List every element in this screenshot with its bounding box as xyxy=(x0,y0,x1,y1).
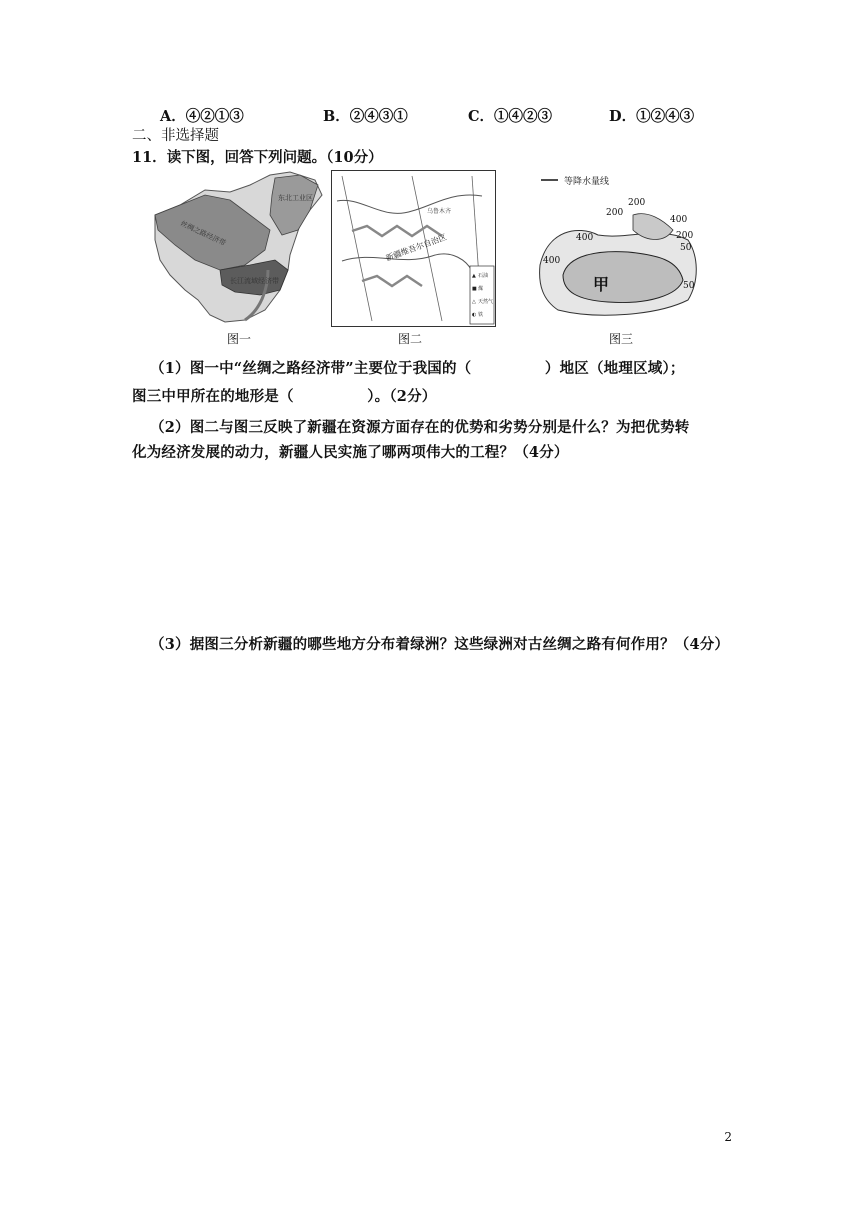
option-b xyxy=(323,105,408,126)
figure-2-map xyxy=(331,170,496,327)
fig3-legend-title: 等降水量线 xyxy=(564,177,610,187)
figure-1-map xyxy=(150,170,325,325)
fig3-isoline-2: 400 xyxy=(670,215,688,225)
question-number: 11． xyxy=(132,149,167,166)
fig1-label-silk-road: 丝绸之路经济带 xyxy=(179,219,227,248)
sub-question-3-line-1: （3）据图三分析新疆的哪些地方分布着绿洲？这些绿洲对古丝绸之路有何作用？（4分） xyxy=(150,636,730,653)
fig3-isoline-4: 400 xyxy=(576,233,594,243)
fig1-label-yangtze: 长江流域经济带 xyxy=(230,277,279,285)
china-map-graphic xyxy=(150,170,325,325)
fig3-isoline-5: 200 xyxy=(676,231,694,241)
sub-question-2-line-2: 化为经济发展的动力，新疆人民实施了哪两项伟大的工程？（4分） xyxy=(132,444,569,461)
page-number: 2 xyxy=(724,1130,732,1144)
fig2-city-label: 乌鲁木齐 xyxy=(427,208,452,215)
fig3-isoline-3: 200 xyxy=(628,198,646,208)
option-a-letter: A． xyxy=(160,108,186,125)
fig2-legend-coal: ■ xyxy=(472,286,477,292)
option-c-value: ①④②③ xyxy=(494,108,553,125)
option-b-value: ②④③① xyxy=(349,108,408,125)
fig2-legend-oil-label: 石油 xyxy=(478,273,489,279)
fig2-legend-coal-label: 煤 xyxy=(478,286,484,292)
fig1-label-northeast: 东北工业区 xyxy=(278,194,313,202)
xinjiang-resource-graphic xyxy=(332,171,495,326)
option-a xyxy=(160,105,244,126)
option-b-letter: B． xyxy=(323,108,350,125)
fig2-legend-gas: △ xyxy=(472,299,476,305)
option-d xyxy=(609,105,694,126)
option-a-value: ④②①③ xyxy=(185,108,244,125)
option-c-letter: C． xyxy=(468,108,495,125)
fig3-isoline-1: 200 xyxy=(606,208,624,218)
question-11 xyxy=(132,148,383,168)
figure-3-map xyxy=(538,170,702,325)
section-title: 二、非选择题 xyxy=(132,128,219,144)
fig3-area-label: 甲 xyxy=(593,275,610,294)
figure-3-caption: 图三 xyxy=(609,332,634,346)
precipitation-graphic xyxy=(538,170,702,325)
fig2-legend-iron-label: 铁 xyxy=(478,312,484,318)
question-prompt: 读下图，回答下列问题。（10分） xyxy=(166,149,383,166)
figure-1-caption: 图一 xyxy=(227,332,252,346)
option-d-value: ①②④③ xyxy=(636,108,695,125)
fig2-legend-iron: ◐ xyxy=(472,312,477,318)
fig3-isoline-6: 50 xyxy=(680,243,692,253)
fig2-region-label: 新疆维吾尔自治区 xyxy=(384,232,448,263)
fig2-legend-gas-label: 天然气 xyxy=(478,299,494,305)
sub-question-1-line-2: 图三中甲所在的地形是（ ）。（2分） xyxy=(132,388,437,405)
fig2-legend-oil: ▲ xyxy=(472,273,476,279)
fig3-isoline-7: 400 xyxy=(543,256,561,266)
sub-question-2-line-1: （2）图二与图三反映了新疆在资源方面存在的优势和劣势分别是什么？为把优势转 xyxy=(150,419,690,436)
fig3-isoline-8: 50 xyxy=(683,281,695,291)
sub-question-1-line-1: （1）图一中“丝绸之路经济带”主要位于我国的（ ）地区（地理区域）； xyxy=(150,360,685,377)
option-d-letter: D． xyxy=(609,108,637,125)
figure-2-caption: 图二 xyxy=(398,332,423,346)
option-c xyxy=(468,105,552,126)
